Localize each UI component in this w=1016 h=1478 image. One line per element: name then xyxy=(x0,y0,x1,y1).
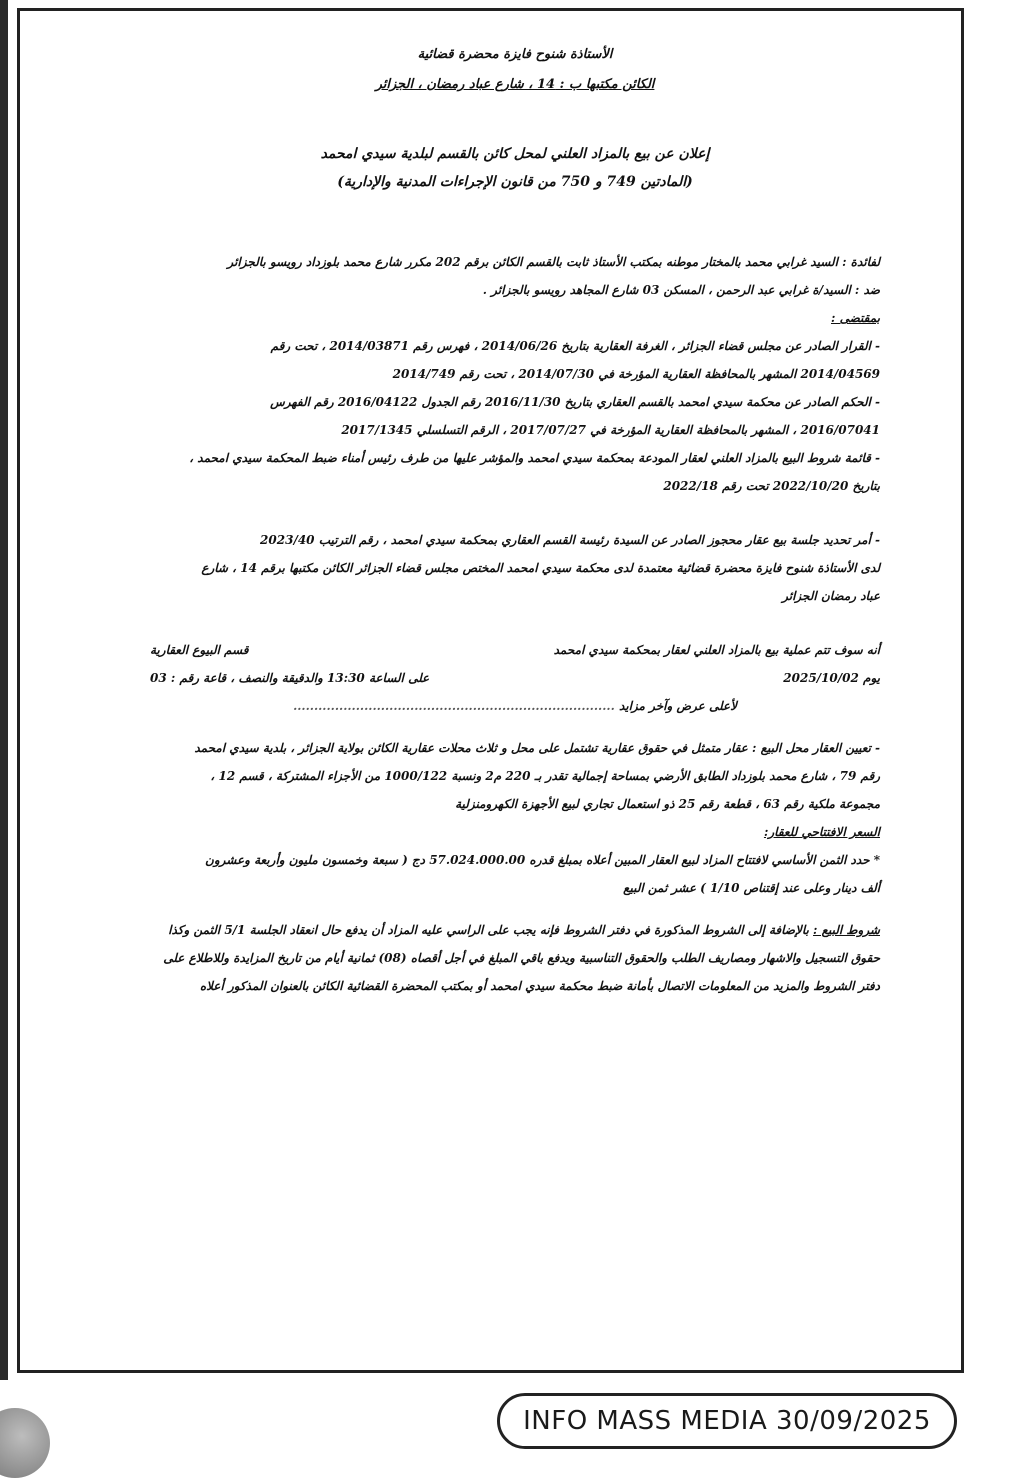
sale-date: يوم 2025/10/02 xyxy=(783,671,880,685)
property-b: رقم 79 ، شارع محمد بلوزداد الطابق الأرضي بمساحة إجمالية تقدر بـ 220 م2 ونسبة 1000/122 من الأجزاء المشتركة ، قسم 12 ، xyxy=(210,769,880,783)
sale-room: قسم البيوع العقارية xyxy=(150,643,249,657)
court-order-a: - أمر تحديد جلسة بيع عقار محجوز الصادر عن السيدة رئيسة القسم العقاري بمحكمة سيدي امحمد ، رقم الترتيب 2023/40 xyxy=(260,533,880,547)
beneficiary: لفائدة : السيد غرابي محمد بالمختار موطنه بمكتب الأستاذ ثابت بالقسم الكائن برقم 202 مكرر شارع محمد بلوزداد رويسو بالجزائر xyxy=(227,255,880,269)
conditions-b: حقوق التسجيل والاشهار ومصاريف الطلب والحقوق التناسبية ويدفع باقي المبلغ في أجل أقصاه (08) ثمانية أيام من تاريخ المزايدة وللاطلاع على xyxy=(163,951,880,965)
basis-item-1a: - القرار الصادر عن مجلس قضاء الجزائر ، الغرفة العقارية بتاريخ 2014/06/26 ، فهرس رقم 2014/03871 ، تحت رقم xyxy=(270,339,880,353)
basis-item-3b: بتاريخ 2022/10/20 تحت رقم 2022/18 xyxy=(663,479,880,493)
property-a: - تعيين العقار محل البيع : عقار متمثل في حقوق عقارية تشتمل على محل و ثلاث محلات عقارية الكائن بولاية الجزائر ، بلدية سيدي امحمد xyxy=(194,741,880,755)
bailiff-name: الأستاذة شنوح فايزة محضرة قضائية xyxy=(417,47,613,62)
media-date-badge: INFO MASS MEDIA 30/09/2025 xyxy=(497,1393,957,1449)
basis-item-2a: - الحكم الصادر عن محكمة سيدي امحمد بالقسم العقاري بتاريخ 2016/11/30 رقم الجدول 2016/04122 رقم الفهرس xyxy=(270,395,880,409)
stamp-fragment xyxy=(0,1408,50,1478)
sale-intro: أنه سوف تتم عملية بيع بالمزاد العلني لعقار بمحكمة سيدي امحمد xyxy=(553,643,880,657)
announcement-document xyxy=(150,40,880,1000)
highest-bid-line: لأعلى عرض وآخر مزايد ............................................................................. xyxy=(293,699,737,713)
basis-heading: بمقتضى : xyxy=(831,311,880,325)
conditions-a xyxy=(150,916,880,944)
announcement-subtitle: (المادتين 749 و 750 من قانون الإجراءات المدنية والإدارية) xyxy=(337,174,693,190)
highest-bid: لأعلى عرض وآخر مزايد xyxy=(618,699,737,713)
bailiff-address: الكائن مكتبها ب : 14 ، شارع عباد رمضان ، الجزائر xyxy=(375,77,655,92)
sale-info-row xyxy=(150,636,880,664)
conditions-c: دفتر الشروط والمزيد من المعلومات الاتصال بأمانة ضبط محكمة سيدي امحمد أو بمكتب المحضرة القضائية الكائن بالعنوان المذكور أعلاه xyxy=(199,979,880,993)
property-c: مجموعة ملكية رقم 63 ، قطعة رقم 25 ذو استعمال تجاري لبيع الأجهزة الكهرومنزلية xyxy=(455,797,880,811)
basis-item-3a: - قائمة شروط البيع بالمزاد العلني لعقار المودعة بمحكمة سيدي امحمد والمؤشر عليها من طرف رئيس أمناء ضبط المحكمة سيدي امحمد ، xyxy=(189,451,880,465)
scan-edge xyxy=(0,0,8,1380)
announcement-title: إعلان عن بيع بالمزاد العلني لمحل كائن بالقسم لبلدية سيدي امحمد xyxy=(320,146,710,162)
basis-item-1b: 2014/04569 المشهر بالمحافظة العقارية المؤرخة في 2014/07/30 ، تحت رقم 2014/749 xyxy=(392,367,880,381)
basis-item-2b: 2016/07041 ، المشهر بالمحافظة العقارية المؤرخة في 2017/07/27 ، الرقم التسلسلي 2017/1345 xyxy=(341,423,880,437)
court-order-b: لدى الأستاذة شنوح فايزة محضرة قضائية معتمدة لدى محكمة سيدي امحمد المختص مجلس قضاء الجزائر الكائن مكتبها برقم 14 ، شارع xyxy=(201,561,880,575)
price-a: * حدد الثمن الأساسي لافتتاح المزاد لبيع العقار المبين أعلاه بمبلغ قدره 57.024.000.00 دج ( سبعة وخمسون مليون وأربعة وعشرون xyxy=(205,853,880,867)
court-order-c: عباد رمضان الجزائر xyxy=(782,589,880,603)
conditions-text-a: بالإضافة إلى الشروط المذكورة في دفتر الشروط فإنه يجب على الراسي عليه المزاد أن يدفع حال انعقاد الجلسة 5/1 الثمن وكذا xyxy=(168,923,809,937)
debtor: ضد : السيد/ة غرابي عبد الرحمن ، المسكن 03 شارع المجاهد رويسو بالجزائر . xyxy=(482,283,880,297)
title-block xyxy=(150,140,880,196)
price-heading: السعر الافتتاحي للعقار: xyxy=(763,825,880,839)
conditions-label: شروط البيع : xyxy=(813,923,880,937)
price-b: ألف دينار وعلى عند إقتناص 1/10 ) عشر ثمن البيع xyxy=(623,881,880,895)
sale-schedule-row xyxy=(150,664,880,692)
sale-time: على الساعة 13:30 والدقيقة والنصف ، قاعة رقم : 03 xyxy=(150,671,430,685)
